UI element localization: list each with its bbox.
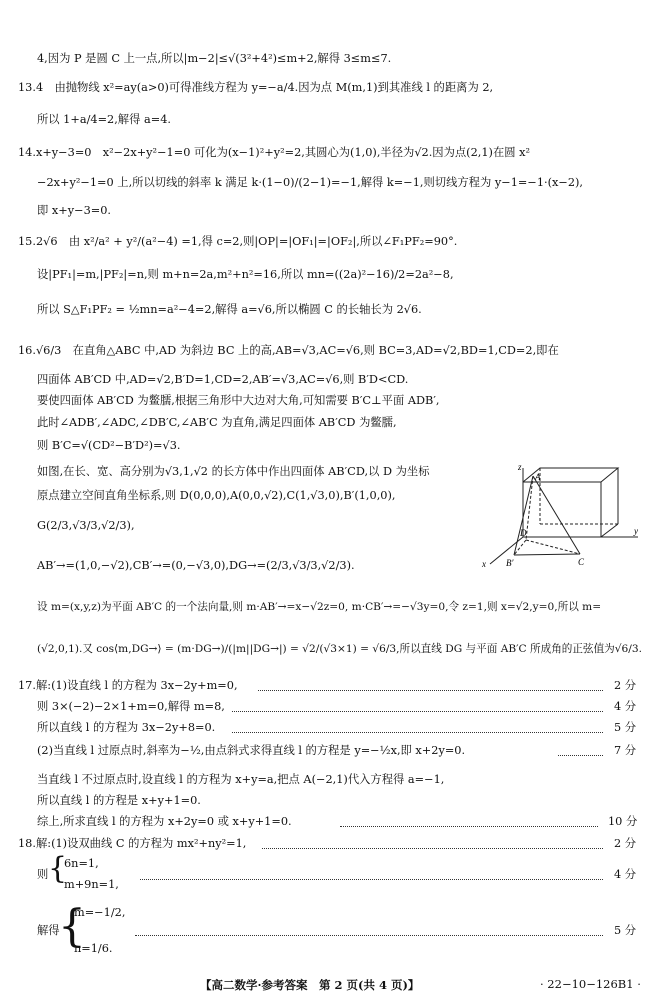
q17-line-4: (2)当直线 l 过原点时,斜率为−½,由点斜式求得直线 l 的方程是 y=−½x,即 x+2y=0. xyxy=(37,744,466,757)
q16-line-6: 如图,在长、宽、高分别为√3,1,√2 的长方体中作出四面体 AB′CD,以 D 为坐标 xyxy=(37,465,430,478)
score-mark: 4 分 xyxy=(614,868,637,881)
q18-system-1-eq1: 6n=1, xyxy=(64,857,99,870)
dotted-leader xyxy=(232,711,603,712)
score-mark: 10 分 xyxy=(608,815,638,828)
q18-line-1: 18.解:(1)设双曲线 C 的方程为 mx²+ny²=1, xyxy=(18,837,247,850)
figure-label-C: C xyxy=(578,557,585,567)
q18-system-1-label: 则 xyxy=(37,868,49,881)
q17-line-7: 综上,所求直线 l 的方程为 x+2y=0 或 x+y+1=0. xyxy=(37,815,292,828)
dotted-leader xyxy=(262,848,603,849)
figure-label-y: y xyxy=(634,526,638,536)
q14-line-1: 14.x+y−3=0 x²−2x+y²−1=0 可化为(x−1)²+y²=2,其圆心为(1,0),半径为√2.因为点(2,1)在圆 x² xyxy=(18,146,531,159)
q17-line-1: 17.解:(1)设直线 l 的方程为 3x−2y+m=0, xyxy=(18,679,238,692)
score-mark: 5 分 xyxy=(614,721,637,734)
q16-line-11: (√2,0,1).又 cos⟨m,DG→⟩ = (m·DG→)/(|m||DG→|) = √2/(√3×1) = √6/3,所以直线 DG 与平面 AB′C 所成角的正弦值为√6/3. xyxy=(37,643,642,655)
dotted-leader xyxy=(340,826,598,827)
q18-system-2-eq1: m=−1/2, xyxy=(74,906,126,919)
q17-line-6: 所以直线 l 的方程是 x+y+1=0. xyxy=(37,794,201,807)
page-footer-code: · 22−10−126B1 · xyxy=(540,977,641,991)
cuboid-figure xyxy=(478,462,648,572)
q18-system-1-eq2: m+9n=1, xyxy=(64,878,119,891)
page-footer-title: 【高二数学·参考答案 第 2 页(共 4 页)】 xyxy=(200,978,420,992)
q16-line-4: 此时∠ADB′,∠ADC,∠DB′C,∠AB′C 为直角,满足四面体 AB′CD 为鳖臑, xyxy=(37,416,397,429)
q14-line-3: 即 x+y−3=0. xyxy=(37,204,112,217)
q17-line-2: 则 3×(−2)−2×1+m=0,解得 m=8, xyxy=(37,700,225,713)
q17-line-5: 当直线 l 不过原点时,设直线 l 的方程为 x+y=a,把点 A(−2,1)代入方程得 a=−1, xyxy=(37,773,445,786)
q14-line-2: −2x+y²−1=0 上,所以切线的斜率 k 满足 k·(1−0)/(2−1)=−1,解得 k=−1,则切线方程为 y−1=−1·(x−2), xyxy=(37,176,584,189)
score-mark: 7 分 xyxy=(614,744,637,757)
q16-line-5: 则 B′C=√(CD²−B′D²)=√3. xyxy=(37,439,181,452)
q16-line-3: 要使四面体 AB′CD 为鳖臑,根据三角形中大边对大角,可知需要 B′C⊥平面 ADB′, xyxy=(37,394,440,407)
figure-label-A: A xyxy=(535,472,541,482)
q15-line-1: 15.2√6 由 x²/a² + y²/(a²−4) =1,得 c=2,则|OP|=|OF₁|=|OF₂|,所以∠F₁PF₂=90°. xyxy=(18,235,458,248)
figure-label-z: z xyxy=(518,462,522,472)
dotted-leader xyxy=(232,732,603,733)
figure-label-D: D xyxy=(520,528,527,538)
score-mark: 2 分 xyxy=(614,837,637,850)
dotted-leader xyxy=(135,935,603,936)
q18-system-2-eq2: n=1/6. xyxy=(74,942,113,955)
q16-line-2: 四面体 AB′CD 中,AD=√2,B′D=1,CD=2,AB′=√3,AC=√6,则 B′D<CD. xyxy=(37,373,409,386)
dotted-leader xyxy=(558,755,603,756)
figure-label-x: x xyxy=(482,559,486,569)
score-mark: 5 分 xyxy=(614,924,637,937)
q13-line-1: 13.4 由抛物线 x²=ay(a>0)可得准线方程为 y=−a/4.因为点 M(m,1)到其准线 l 的距离为 2, xyxy=(18,81,494,94)
q16-line-8: G(2/3,√3/3,√2/3), xyxy=(37,519,135,532)
q16-line-10: 设 m=(x,y,z)为平面 AB′C 的一个法向量,则 m·AB′→=x−√2z=0, m·CB′→=−√3y=0,令 z=1,则 x=√2,y=0,所以 m= xyxy=(37,601,602,613)
score-mark: 2 分 xyxy=(614,679,637,692)
q15-line-3: 所以 S△F₁PF₂ = ½mn=a²−4=2,解得 a=√6,所以椭圆 C 的长轴长为 2√6. xyxy=(37,303,422,316)
q12-line: 4,因为 P 是圆 C 上一点,所以|m−2|≤√(3²+4²)≤m+2,解得 3≤m≤7. xyxy=(37,52,392,65)
dotted-leader xyxy=(140,879,603,880)
score-mark: 4 分 xyxy=(614,700,637,713)
figure-label-Bp: B′ xyxy=(506,558,514,568)
q17-line-3: 所以直线 l 的方程为 3x−2y+8=0. xyxy=(37,721,216,734)
dotted-leader xyxy=(258,690,603,691)
q16-line-9: AB′→=(1,0,−√2),CB′→=(0,−√3,0),DG→=(2/3,√3/3,√2/3). xyxy=(37,559,355,572)
q13-line-2: 所以 1+a/4=2,解得 a=4. xyxy=(37,113,171,126)
q16-line-7: 原点建立空间直角坐标系,则 D(0,0,0),A(0,0,√2),C(1,√3,0),B′(1,0,0), xyxy=(37,489,396,502)
left-brace: { xyxy=(58,901,86,952)
q16-line-1: 16.√6/3 在直角△ABC 中,AD 为斜边 BC 上的高,AB=√3,AC=√6,则 BC=3,AD=√2,BD=1,CD=2,即在 xyxy=(18,344,559,357)
left-brace: { xyxy=(48,851,68,886)
q15-line-2: 设|PF₁|=m,|PF₂|=n,则 m+n=2a,m²+n²=16,所以 mn=((2a)²−16)/2=2a²−8, xyxy=(37,268,454,281)
q18-system-2-label: 解得 xyxy=(37,924,60,937)
